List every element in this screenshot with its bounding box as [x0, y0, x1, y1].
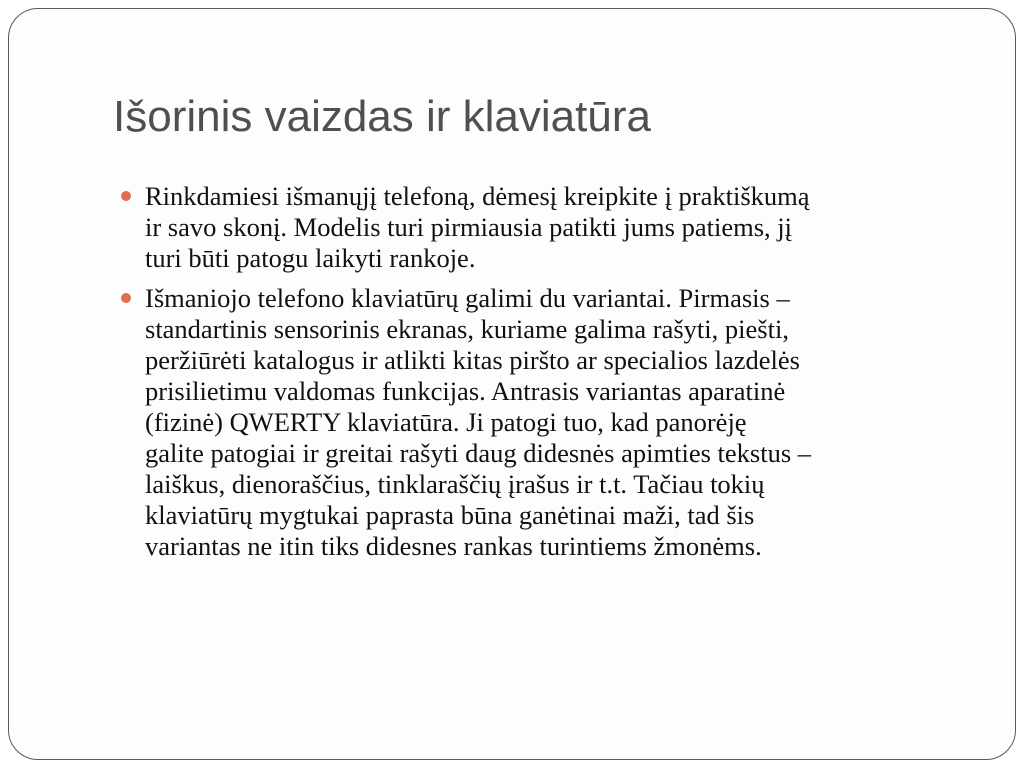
bullet-line: peržiūrėti katalogus ir atlikti kitas piršto ar specialios lazdelės [145, 345, 800, 375]
bullet-line: standartinis sensorinis ekranas, kuriame galima rašyti, piešti, [145, 314, 789, 344]
bullet-line: galite patogiai ir greitai rašyti daug didesnės apimties tekstus – [145, 438, 812, 468]
bullet-item-2 [145, 283, 975, 562]
bullet-line: turi būti patogu laikyti rankoje. [145, 243, 476, 273]
bullet-line: klaviatūrų mygtukai paprasta būna ganėtinai maži, tad šis [145, 500, 755, 530]
bullet-line: ir savo skonį. Modelis turi pirmiausia patikti jums patiems, jį [145, 212, 792, 242]
bullet-dot-icon [121, 293, 131, 303]
bullet-line: (fizinė) QWERTY klaviatūra. Ji patogi tuo, kad panorėję [145, 407, 747, 437]
slide-frame [8, 8, 1016, 760]
bullet-line: variantas ne itin tiks didesnes rankas turintiems žmonėms. [145, 531, 762, 561]
bullet-item-1 [145, 181, 975, 274]
bullet-line: Rinkdamiesi išmanųjį telefoną, dėmesį kreipkite į praktiškumą [145, 181, 810, 211]
slide-title: Išorinis vaizdas ir klaviatūra [113, 92, 651, 141]
bullet-dot-icon [121, 191, 131, 201]
bullet-line: Išmaniojo telefono klaviatūrų galimi du variantai. Pirmasis – [145, 283, 790, 313]
bullet-list [145, 181, 975, 571]
bullet-line: prisilietimu valdomas funkcijas. Antrasis variantas aparatinė [145, 376, 786, 406]
bullet-line: laiškus, dienoraščius, tinklaraščių įrašus ir t.t. Tačiau tokių [145, 469, 765, 499]
